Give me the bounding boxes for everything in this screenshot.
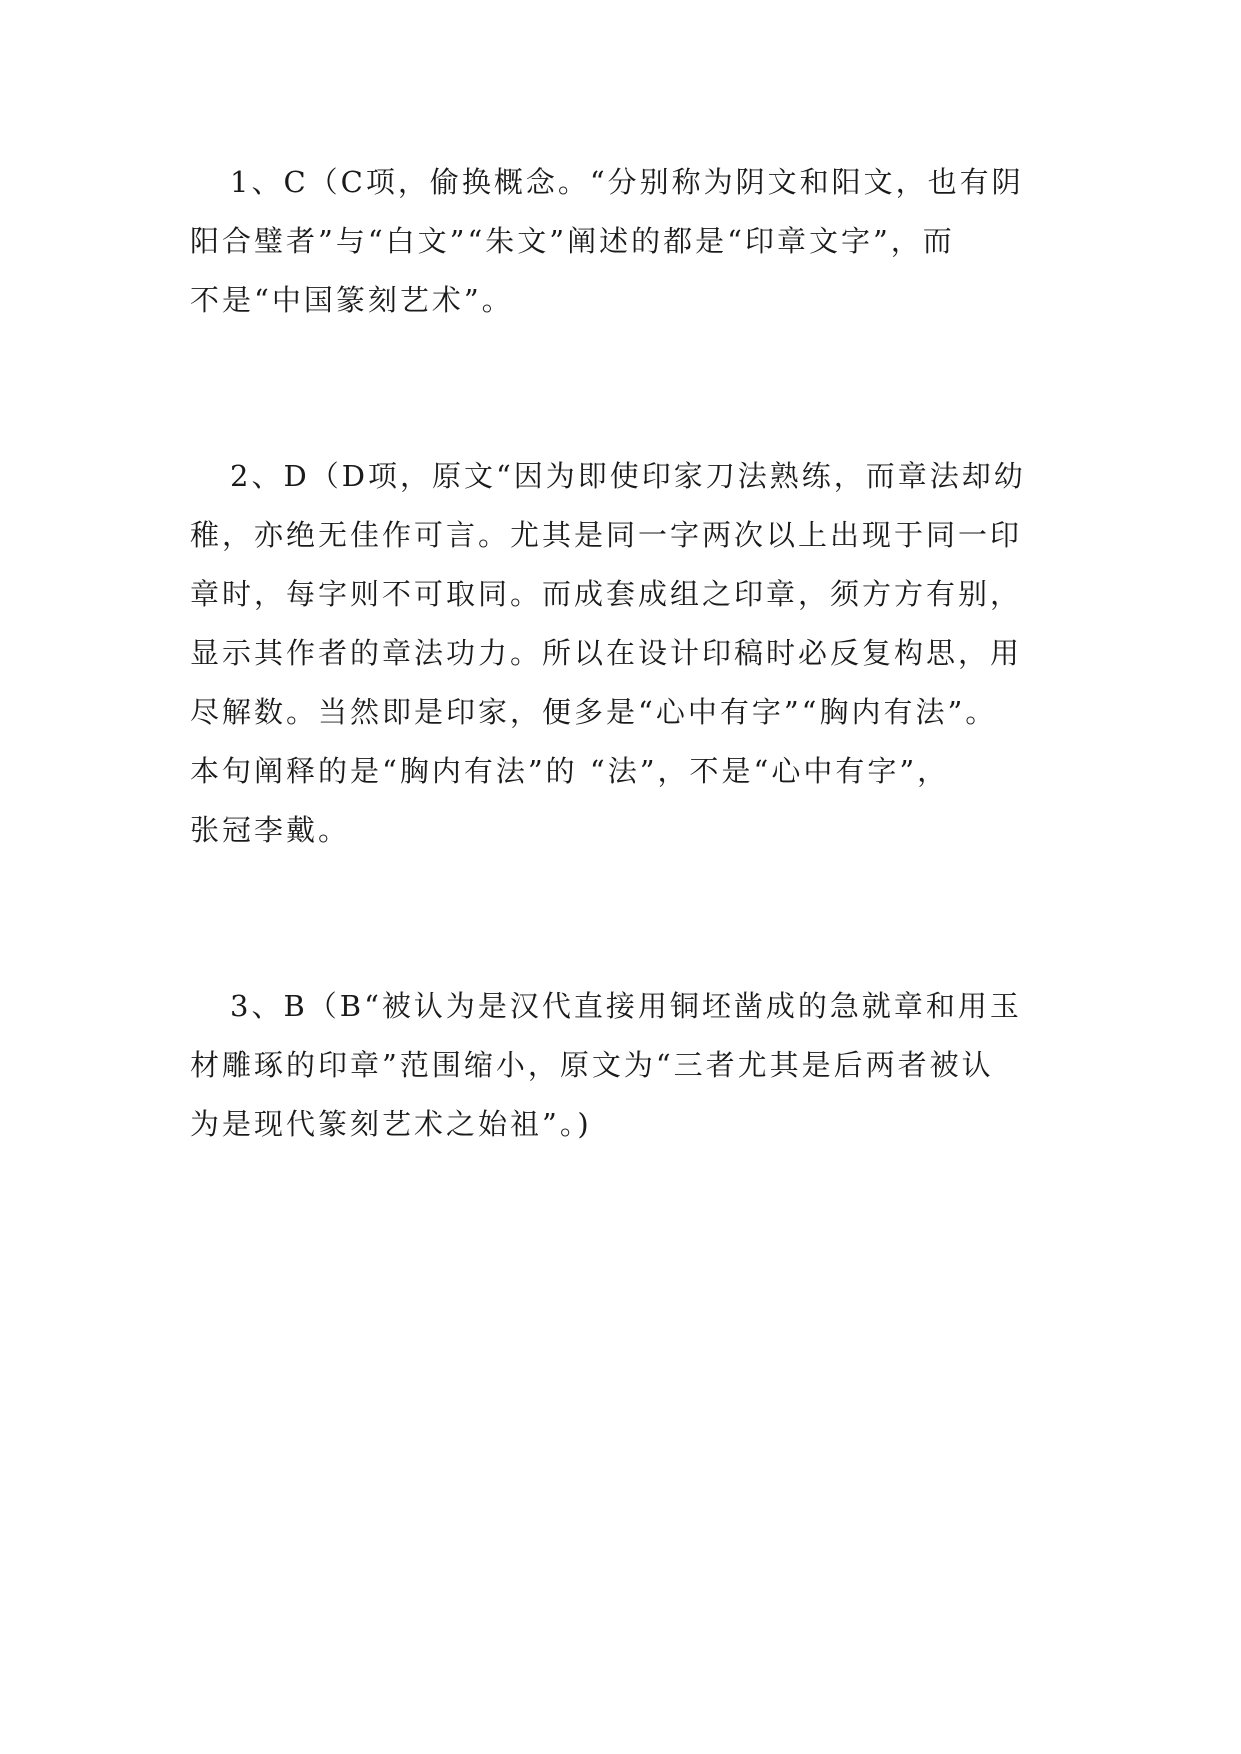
answer-2-line-3: 章时，每字则不可取同。而成套成组之印章，须方方有别， xyxy=(190,577,1023,611)
answer-2-line-2: 稚，亦绝无佳作可言。尤其是同一字两次以上出现于同一印 xyxy=(190,518,1023,552)
answer-2-line-7: 张冠李戴。 xyxy=(190,813,351,847)
answer-3-line-2: 材雕琢的印章”范围缩小，原文为“三者尤其是后两者被认 xyxy=(190,1048,994,1082)
answer-1-line-1: 1、C（C项，偷换概念。“分别称为阴文和阳文，也有阴 xyxy=(230,165,1024,199)
answer-1-line-2: 阳合璧者”与“白文”“朱文”阐述的都是“印章文字”，而 xyxy=(190,224,955,258)
answer-3-line-3: 为是现代篆刻艺术之始祖”。) xyxy=(190,1107,592,1141)
answer-1-line-3: 不是“中国篆刻艺术”。 xyxy=(190,283,514,317)
answer-3-line-1: 3、B（B“被认为是汉代直接用铜坯凿成的急就章和用玉 xyxy=(230,989,1022,1023)
answer-2-line-6: 本句阐释的是“胸内有法”的 “法”，不是“心中有字”， xyxy=(190,754,950,788)
answer-2-line-4: 显示其作者的章法功力。所以在设计印稿时必反复构思，用 xyxy=(190,636,1023,670)
answer-2-line-5: 尽解数。当然即是印家，便多是“心中有字”“胸内有法”。 xyxy=(190,695,998,729)
answer-2-line-1: 2、D（D项，原文“因为即使印家刀法熟练，而章法却幼 xyxy=(230,459,1026,493)
